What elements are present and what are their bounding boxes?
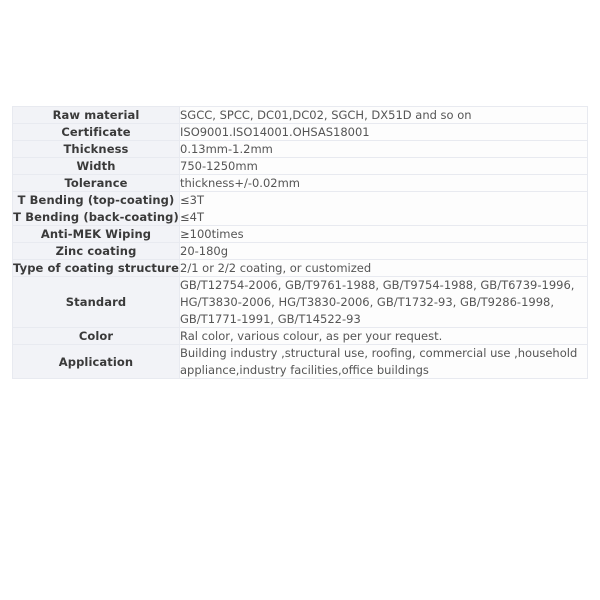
table-row (13, 141, 588, 158)
table-row (13, 158, 588, 175)
spec-value-cell (180, 260, 588, 277)
table-body (13, 107, 588, 379)
spec-value-line: ISO9001.ISO14001.OHSAS18001 (180, 125, 370, 139)
table-row (13, 226, 588, 243)
spec-label-cell (13, 277, 180, 328)
spec-value-cell (180, 226, 588, 243)
spec-label-cell (13, 226, 180, 243)
table-row (13, 243, 588, 260)
spec-label-line: Thickness (63, 142, 129, 156)
spec-value-line: 750-1250mm (180, 159, 258, 173)
spec-value-cell (180, 345, 588, 379)
spec-value-cell (180, 328, 588, 345)
spec-value-line: thickness+/-0.02mm (180, 176, 300, 190)
table-row (13, 260, 588, 277)
spec-value-line: SGCC, SPCC, DC01,DC02, SGCH, DX51D and so on (180, 108, 472, 122)
spec-value-line: appliance,industry facilities,office buildings (180, 363, 429, 377)
spec-label-cell (13, 260, 180, 277)
spec-label-cell (13, 192, 180, 226)
spec-value-line: 2/1 or 2/2 coating, or customized (180, 261, 372, 275)
spec-value-line: HG/T3830-2006, HG/T3830-2006, GB/T1732-93, GB/T9286-1998, (180, 295, 555, 309)
table-row (13, 277, 588, 328)
spec-value-line: GB/T1771-1991, GB/T14522-93 (180, 312, 361, 326)
spec-value-line: GB/T12754-2006, GB/T9761-1988, GB/T9754-1988, GB/T6739-1996, (180, 278, 575, 292)
spec-value-cell (180, 192, 588, 226)
spec-value-cell (180, 243, 588, 260)
spec-label-line: Anti-MEK Wiping (40, 227, 152, 241)
spec-label-cell (13, 175, 180, 192)
table-row (13, 328, 588, 345)
spec-label-cell (13, 124, 180, 141)
spec-label-line: Certificate (61, 125, 131, 139)
product-specification-table (12, 106, 588, 379)
spec-label-line: Standard (65, 295, 127, 309)
spec-value-cell (180, 277, 588, 328)
spec-label-line: Raw material (52, 108, 140, 122)
spec-value-cell (180, 124, 588, 141)
spec-value-cell (180, 107, 588, 124)
table-row (13, 107, 588, 124)
spec-value-line: Ral color, various colour, as per your request. (180, 329, 443, 343)
spec-value-line: ≥100times (180, 227, 244, 241)
table-row (13, 345, 588, 379)
spec-value-line: 20-180g (180, 244, 229, 258)
table-row (13, 175, 588, 192)
spec-label-line: Application (58, 354, 134, 369)
spec-value-line: 0.13mm-1.2mm (180, 142, 273, 156)
spec-value-cell (180, 175, 588, 192)
spec-label-line: Color (78, 329, 114, 343)
spec-label-cell (13, 345, 180, 379)
spec-value-line: Building industry ,structural use, roofing, commercial use ,household (180, 346, 578, 360)
spec-label-line: Type of coating structure (13, 261, 179, 275)
spec-label-line: T Bending (top-coating) (17, 193, 175, 207)
spec-label-cell (13, 107, 180, 124)
spec-label-cell (13, 158, 180, 175)
table-row (13, 124, 588, 141)
spec-label-cell (13, 243, 180, 260)
table-row (13, 192, 588, 226)
spec-label-line: Zinc coating (55, 244, 137, 258)
spec-value-line: ≤3T (180, 193, 204, 207)
spec-label-line: Tolerance (64, 176, 128, 190)
spec-value-cell (180, 141, 588, 158)
spec-label-cell (13, 328, 180, 345)
spec-label-cell (13, 141, 180, 158)
spec-value-cell (180, 158, 588, 175)
specification-table-container (12, 106, 588, 379)
spec-value-line: ≤4T (180, 210, 204, 224)
spec-label-line: T Bending (back-coating) (13, 210, 179, 224)
spec-label-line: Width (76, 159, 116, 173)
